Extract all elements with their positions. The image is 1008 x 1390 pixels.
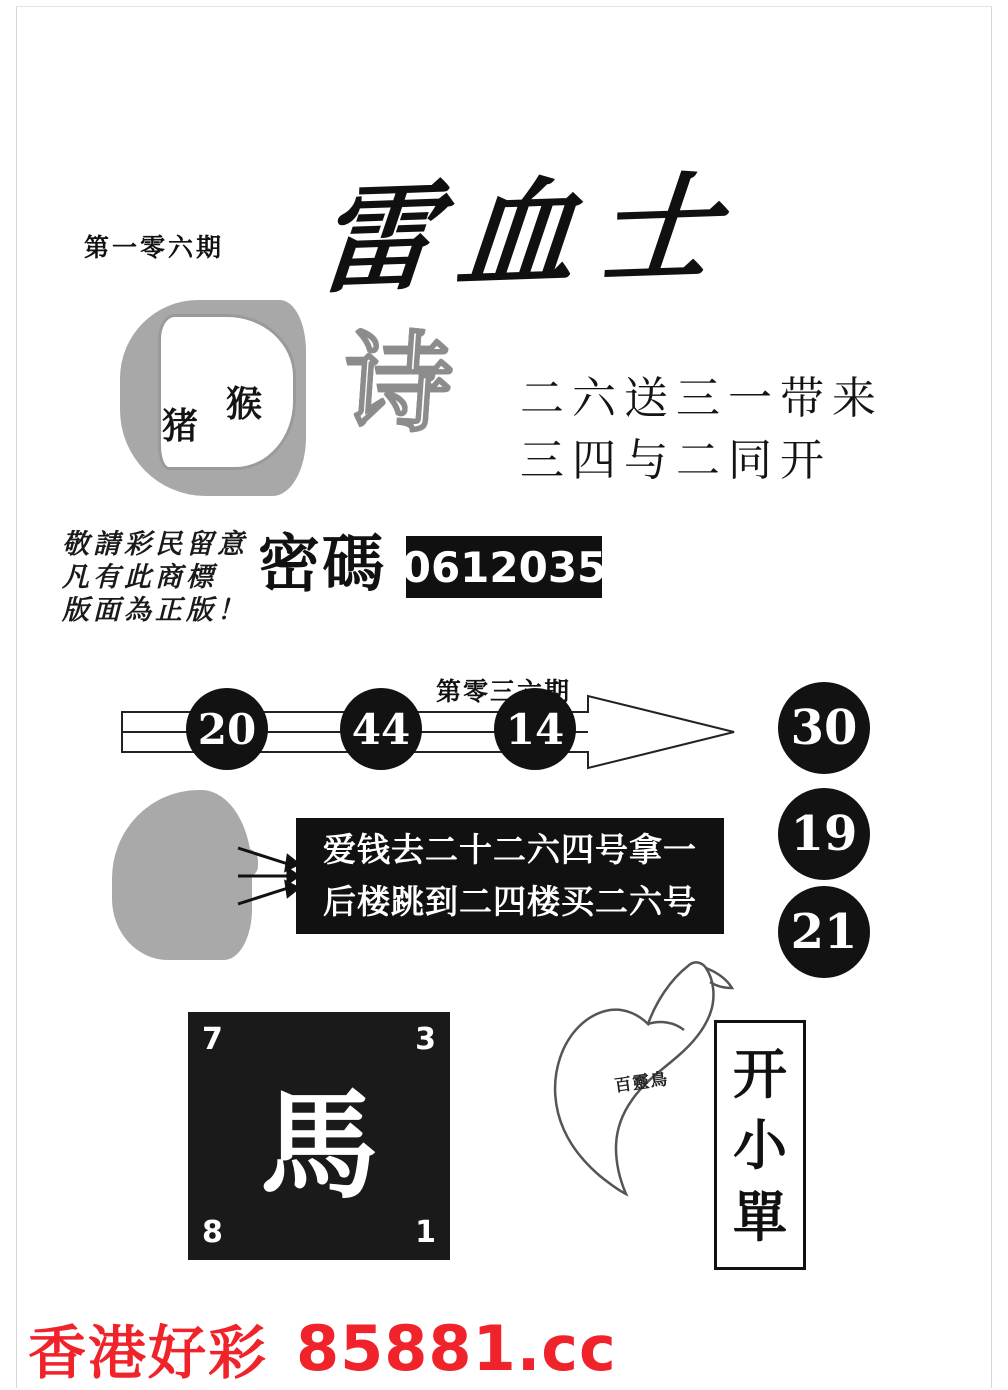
footer-brand: 香港好彩 [28, 1319, 269, 1387]
code-label: 密碼 [258, 527, 387, 600]
message-line-1: 爱钱去二十二六四号拿一 [323, 830, 697, 869]
horse-panel [188, 1012, 450, 1260]
row-ball-2: 44 [340, 688, 422, 770]
speech-arrows-icon [236, 842, 300, 908]
zodiac-char-1: 猪 [162, 405, 199, 447]
page-edge-left [0, 0, 17, 1388]
vertical-text-char-1: 开 [733, 1041, 787, 1106]
footer [28, 1306, 617, 1390]
message-line-2: 后楼跳到二四楼买二六号 [323, 882, 697, 921]
horse-corner-top-left: 7 [202, 1022, 223, 1057]
poem-lines [520, 368, 884, 492]
code-value-box [401, 536, 607, 598]
poem-heading-char: 诗 [339, 321, 457, 447]
poem-line-1: 二六送三一带来 [520, 373, 884, 424]
zodiac-char-2: 猴 [226, 383, 263, 425]
right-ball-2: 19 [778, 788, 870, 880]
code-value: 0612035 [401, 542, 607, 592]
speech-bubble-graphic [120, 300, 306, 496]
row-ball-1: 20 [186, 688, 268, 770]
row-ball-3: 14 [494, 688, 576, 770]
poem-line-2: 三四与二同开 [520, 435, 832, 486]
notice-block [62, 528, 248, 627]
head-silhouette-icon [112, 790, 252, 960]
horse-corner-bottom-left: 8 [202, 1215, 223, 1250]
right-ball-1: 30 [778, 682, 870, 774]
horse-char: 馬 [259, 1076, 378, 1215]
dove-label: 百靈鳥 [613, 1069, 670, 1097]
page-top-rule [16, 0, 992, 7]
notice-line-2: 凡有此商標 [62, 562, 217, 592]
message-box [296, 818, 724, 934]
horse-corner-bottom-right: 1 [415, 1215, 436, 1250]
horse-corner-top-right: 3 [415, 1022, 436, 1057]
period-label: 第零三六期 [436, 679, 572, 706]
vertical-text-box [714, 1020, 806, 1270]
footer-url: 85881.cc [296, 1311, 617, 1385]
speech-arrows-svg [236, 842, 300, 908]
notice-line-1: 敬請彩民留意 [62, 529, 248, 559]
issue-label: 第一零六期 [84, 235, 225, 262]
page-edge-right [991, 0, 1008, 1388]
vertical-text-char-2: 小 [733, 1113, 787, 1177]
vertical-text-char-3: 單 [733, 1184, 787, 1249]
page-title: 雷血士 [311, 156, 745, 310]
notice-line-3: 版面為正版！ [62, 595, 248, 625]
right-ball-3: 21 [778, 886, 870, 978]
